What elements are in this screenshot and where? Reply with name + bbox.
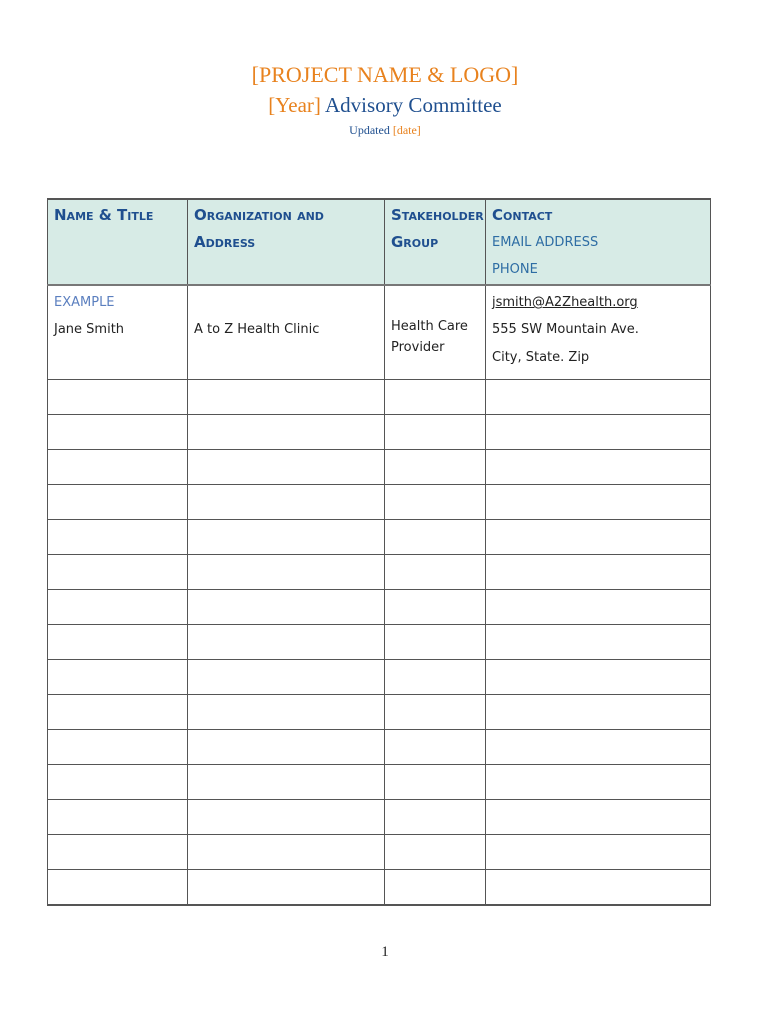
table-cell[interactable] (48, 485, 188, 520)
table-cell[interactable] (385, 695, 486, 730)
table-cell[interactable] (385, 520, 486, 555)
example-stakeholder: Health Care Provider (391, 319, 468, 355)
example-organization-cell[interactable] (188, 285, 385, 380)
table-cell[interactable] (385, 380, 486, 415)
table-row (48, 485, 711, 520)
example-name: Jane Smith (54, 322, 125, 337)
table-header-row (48, 199, 711, 285)
table-cell[interactable] (188, 625, 385, 660)
table-cell[interactable] (385, 625, 486, 660)
example-email-link[interactable]: jsmith@A2Zhealth.org (492, 295, 638, 310)
table-row (48, 415, 711, 450)
contact-sub-phone: PHONE (492, 262, 538, 277)
table-cell[interactable] (48, 730, 188, 765)
table-cell[interactable] (385, 590, 486, 625)
table-cell[interactable] (188, 800, 385, 835)
year-placeholder: [Year] (268, 93, 321, 117)
table-cell[interactable] (48, 835, 188, 870)
updated-date-placeholder: [date] (392, 123, 421, 137)
table-cell[interactable] (486, 800, 711, 835)
table-cell[interactable] (188, 870, 385, 906)
table-cell[interactable] (385, 485, 486, 520)
table-cell[interactable] (48, 800, 188, 835)
table-cell[interactable] (385, 730, 486, 765)
table-cell[interactable] (385, 555, 486, 590)
table-cell[interactable] (188, 730, 385, 765)
table-cell[interactable] (486, 625, 711, 660)
project-name-placeholder: [PROJECT NAME & LOGO] (251, 62, 519, 87)
table-cell[interactable] (48, 695, 188, 730)
example-tag: EXAMPLE (54, 295, 115, 310)
updated-line (0, 120, 770, 140)
table-row (48, 450, 711, 485)
table-cell[interactable] (188, 695, 385, 730)
table-row (48, 765, 711, 800)
table-cell[interactable] (385, 870, 486, 906)
table-row (48, 625, 711, 660)
table-cell[interactable] (188, 555, 385, 590)
table-cell[interactable] (486, 450, 711, 485)
table-cell[interactable] (486, 870, 711, 906)
table-cell[interactable] (486, 660, 711, 695)
document-header (0, 60, 770, 140)
column-header-organization: Organization and Address (188, 199, 385, 285)
table-cell[interactable] (486, 835, 711, 870)
table-cell[interactable] (385, 660, 486, 695)
committee-roster-table (47, 198, 711, 906)
table-cell[interactable] (486, 380, 711, 415)
table-row (48, 870, 711, 906)
table-cell[interactable] (48, 555, 188, 590)
table-cell[interactable] (385, 415, 486, 450)
table-row (48, 590, 711, 625)
table-cell[interactable] (486, 555, 711, 590)
example-address: 555 SW Mountain Ave. (492, 322, 639, 337)
table-cell[interactable] (385, 800, 486, 835)
table-cell[interactable] (188, 380, 385, 415)
page-number: 1 (381, 944, 389, 960)
column-header-contact: Contact EMAIL ADDRESS PHONE (486, 199, 711, 285)
table-cell[interactable] (48, 870, 188, 906)
table-row (48, 660, 711, 695)
table-cell[interactable] (48, 415, 188, 450)
table-cell[interactable] (486, 415, 711, 450)
table-cell[interactable] (188, 660, 385, 695)
column-header-stakeholder: Stakeholder Group (385, 199, 486, 285)
example-row (48, 285, 711, 380)
table-row (48, 695, 711, 730)
table-row (48, 800, 711, 835)
table-row (48, 730, 711, 765)
table-row (48, 380, 711, 415)
contact-sub-email: EMAIL ADDRESS (492, 235, 599, 250)
table-cell[interactable] (486, 485, 711, 520)
example-organization: A to Z Health Clinic (194, 322, 320, 337)
table-cell[interactable] (486, 590, 711, 625)
table-cell[interactable] (48, 625, 188, 660)
table-cell[interactable] (48, 450, 188, 485)
table-cell[interactable] (385, 835, 486, 870)
table-row (48, 835, 711, 870)
example-stakeholder-cell[interactable] (385, 285, 486, 380)
table-cell[interactable] (48, 380, 188, 415)
table-cell[interactable] (188, 520, 385, 555)
table-cell[interactable] (48, 520, 188, 555)
table-cell[interactable] (188, 835, 385, 870)
table-cell[interactable] (486, 765, 711, 800)
table-cell[interactable] (486, 730, 711, 765)
example-name-cell[interactable] (48, 285, 188, 380)
column-header-name-title: Name & Title (48, 199, 188, 285)
example-contact-cell[interactable] (486, 285, 711, 380)
table-cell[interactable] (385, 765, 486, 800)
updated-label: Updated (349, 123, 390, 137)
table-cell[interactable] (48, 590, 188, 625)
table-cell[interactable] (188, 415, 385, 450)
table-cell[interactable] (188, 590, 385, 625)
table-cell[interactable] (486, 520, 711, 555)
table-cell[interactable] (48, 765, 188, 800)
committee-name: Advisory Committee (325, 93, 502, 117)
table-cell[interactable] (188, 450, 385, 485)
committee-title (0, 90, 770, 120)
table-row (48, 555, 711, 590)
table-cell[interactable] (188, 765, 385, 800)
table-cell[interactable] (48, 660, 188, 695)
table-cell[interactable] (188, 485, 385, 520)
example-city: City, State. Zip (492, 350, 590, 365)
table-row (48, 520, 711, 555)
table-cell[interactable] (385, 450, 486, 485)
table-cell[interactable] (486, 695, 711, 730)
